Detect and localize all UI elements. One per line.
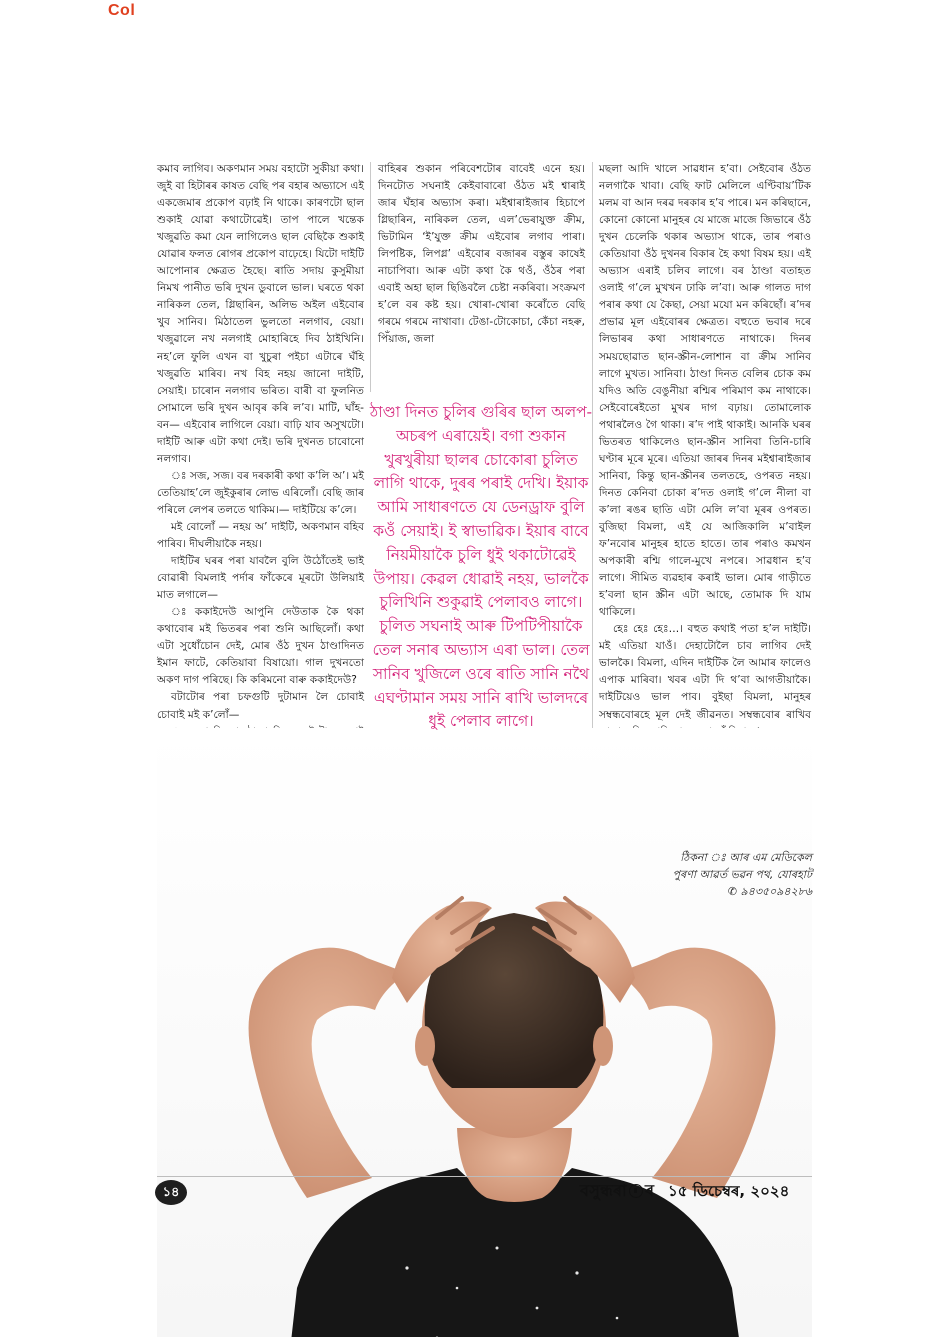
paragraph: কমাব লাগিব। অকণমান সময় বহাটো সুকীয়া কথা। জুই বা হিটাৰৰ কাষত বেছি পৰ বহাৰ অভ্যাসে এই একজেমাৰ প্ৰকোপ বঢ়াই নি থাকে। কাৰণটো ছাল শুকাই যোৱা কথাটোৱেই। তাপ পালে খন্তেক খজুৱতি কমা যেন লাগিলেও ছাল বেছিকৈ শুকাই যোৱাৰ ফলত ৰোগৰ প্ৰকোপ বাঢ়েহে। যিটো দাইটি আপোনাৰ ক্ষেত্ৰত হৈছে। ৰাতি সদায় কুসুমীয়া নিমখ পানীত ভৰি দুখন ডুবালে ভাল। ঘৰতে থকা নাৰিকল তেল, গ্লিছাৰিন, অলিভ অইল এইবোৰ খুব সানিব। মিঠাতেল ভুলতো নলগাব, বেয়া। খজুৱালে নখ নলগাই মোহাৰিহে দিব ঠাইখিনি। নহ’লে ফুলি এখন বা খুচুৰা পইচা এটাৰে ঘঁহি খজুৱতি মাৰিব। নখ বিহ নহয় জানো দাইটি, সেয়াই। চাৰোন নলগাব ভৰিত। বাৰী বা ফুলনিত সোমালে ভৰি দুখন আবৃৰ কৰি ল’ব। মাটি, ঘাঁহ-বন— এইবোৰ লাগিলে বেয়া। বাঢ়ি যাব অসুখটো। দাইটি আৰু এটা কথা দেই। ভৰি দুখনত চাবোনো নলগাব।	[157, 163, 364, 465]
paragraph: বাহিৰৰ শুকান পৰিবেশটোৰ বাবেই এনে হয়। দিনটোত সঘনাই কেইবাবাৰো ওঁঠত মই শ্বাৰাই জাৰ ঘঁহাৰ অভ্যাস কৰা। মইশ্বাৰাইজাৰ হিচাপে গ্লিছাৰিন, নাৰিকল তেল, এল’ভেৰাযুক্ত ক্ৰীম, ভিটামিন ‘ই’যুক্ত ক্ৰীম এইবোৰ লগাব পাৰা। লিপষ্টিক, লিপগ্ল’ এইবোৰ বজাৰৰ বস্তুৰ কাষেই নাচাপিবা। আৰু এটা কথা কৈ থওঁ, ওঁঠৰ পৰা এবাই অহা ছাল ছিঙিবলৈ চেষ্টা নকৰিবা। সংক্ৰমণ হ’লে বৰ কষ্ট হয়। খোৰা-খোৰা কৰোঁতে বেছি গৰমে গৰমে নাখাবা। টেঙা-টোকোচা, কেঁচা নহৰু, পিঁয়াজ, জলা	[378, 163, 585, 346]
paragraph: ঃ ককাইদেউ আপুনি দেউতাক কৈ থকা কথাবোৰ মই ভিতৰৰ পৰা শুনি আছিলোঁ। কথা এটা সুধোঁচোন দেই, মোৰ ওঁঠ দুখন ঠাণ্ডাদিনত ইমান ফাটে, কেতিয়াবা বিষায়ো। গাল দুখনতো অকণ দাগ পৰিছে। কি কৰিমনো বাৰু ককাইদেউ?	[157, 606, 364, 687]
author-address	[600, 849, 812, 901]
paragraph: দাইটিৰ ঘৰৰ পৰা যাবলৈ বুলি উঠোঁতেই ভাই বোৱাৰী বিমলাই পৰ্দাৰ ফাঁকেৰে মূৰটো উলিয়াই মাত লগালে—	[157, 555, 364, 602]
article-column-1	[157, 161, 364, 758]
footer-rule	[157, 1176, 812, 1177]
phone-number: ✆ ৯৪৩৫০৯৪২৮৬	[727, 885, 812, 899]
magazine-name-part: ৰ	[645, 1181, 655, 1200]
page-number: ১৪	[155, 1180, 187, 1205]
paragraph: মছলা আদি খালে সাৱধান হ’বা। সেইবোৰ ওঁঠত নলগাকৈ খাবা। বেছি ফাট মেলিলে এণ্টিবায়’টিক মলম বা আন দৰৱ দৰকাৰ হ’ব পাৰে। মন কৰিছানে, কোনো কোনো মানুহৰ যে মাজে মাজে জিভাৰে ওঁঠ দুখন চেলেকি থকাৰ অভ্যাস থাকে, তাৰ পৰাও কেতিয়াবা ওঁঠ দুখনৰ বিকাৰ হৈ কথা বিষম হয়। এই অভ্যাস এৰাই চলিব লাগে। বৰ ঠাণ্ডা বতাহত ওলাই গ’লে মুখখন ঢাকি ল’বা। আৰু গালত দাগ পৰাৰ কথা যে কৈছা, সেয়া মযো মন কৰিছোঁ। ৰ’দৰ প্ৰভাৱ মূল এইবোৰৰ ক্ষেত্ৰত। বহুতে ভবাৰ দৰে লিভাৰৰ কথা সাধাৰণতে নাথাকে। দিনৰ সময়ছোৱাত ছান-স্ক্ৰীন-লোশান বা ক্ৰীম সানিব লাগে মুখত। সানিবা। ঠাণ্ডা দিনত বেলিৰ চোক কম যদিও অতি বেঙুনীয়া ৰশ্মিৰ পৰিমাণ কম নাথাকে। সেইবোৰেইতো মুখৰ দাগ বঢ়ায়। তোমালোক পথাৰলৈও গৈ থাকা। ৰ’দ পাই থাকাই। আনকি ঘৰৰ ভিতৰত থাকিলেও ছান-স্ক্ৰীন সানিবা তিনি-চাৰি ঘণ্টাৰ মূৰে মূৰে। এতিয়া জাৰৰ দিনৰ মইশ্বাৰাইজাৰ সানিবা, কিন্তু ছান-স্ক্ৰীনৰ তলতহে, ওপৰত নহয়। দিনত কেনিবা চোকা ৰ’দত ওলাই গ’লে নীলা বা ক’লা ৰঙৰ ছাতি এটা মেলি ল’বা মূৰৰ ওপৰত। বুজিছা বিমলা, এই যে আজিকালি ম’বাইল ফ’নবোৰ মানুহৰ হাতে হাতে। তাৰ পৰাও কমখন অপকাৰী ৰশ্মি গালে-মুখে নপৰে। সাৱধান হ’ব লাগে। সীমিত ব্যৱহাৰ কৰাই ভাল। মোৰ গাড়ীতে হ’বলা ছান স্ক্ৰীন এটা আছে, তোমাক দি যাম থাকিলে।	[599, 163, 811, 619]
address-line: পুৰণা আৱৰ্ত ভৱন পথ, যোৰহাট	[672, 868, 812, 882]
paragraph: মই বোলোঁ — নহয় অ’ দাইটি, অকণমান বহিব পাৰিব। দীঘলীয়াকৈ নহয়।	[157, 520, 364, 551]
paragraph: বটাটোৰ পৰা চফগুটি দুটামান লৈ চোবাই চোবাই মই ক’লোঁ—	[157, 691, 364, 721]
article-column-3	[599, 161, 811, 741]
paragraph: ঃ সজ, সজ। বৰ দৰকাৰী কথা ক’লি অ’। মই তেতিয়াহ’লে জুইকুৰাৰ লোভ এৰিলোঁ। বেছি জাৰ পৰিলে লেপৰ তলতে থাকিম।— দাইটিয়ে ক’লে।	[157, 469, 364, 516]
magazine-name-part: বসুন্ধৰা	[580, 1181, 627, 1200]
article-column-2	[378, 161, 585, 349]
issue-date: ১৫ ডিচেম্বৰ, ২০২৪	[668, 1182, 790, 1200]
logo-mark-icon	[629, 1184, 643, 1198]
paragraph: হেঃ হেঃ হেঃ…। বহুত কথাই পতা হ’ল দাইটি। মই এতিয়া যাওঁ। দেহাটোলৈ চাব লাগিব দেই ভালকৈ। বিমলা, এদিন দাইটিক লৈ আমাৰ ফালেও এপাক মাৰিবা। খবৰ এটা দি থ’বা আগতীয়াকৈ। দাইটিয়েও ভাল পাব। বুইছা বিমলা, মানুহৰ সম্বন্ধবোৰহে মূল দেই জীৱনত। সম্বন্ধবোৰ ৰাখিব	[599, 623, 811, 721]
column-divider	[370, 162, 371, 392]
magazine-name	[580, 1178, 654, 1205]
address-line: ঠিকনা ঃ আৰ এম মেডিকেল	[680, 851, 812, 864]
pull-quote: ঠাণ্ডা দিনত চুলিৰ গুৰিৰ ছাল অলপ-অচৰপ এৰায়েই। বগা শুকান খুৰখুৰীয়া ছালৰ চোকোৰা চুলিত লাগি থাকে, দুৰৰ পৰাই দেখি। ইয়াক আমি সাধাৰণতে যে ডেনড্ৰাফ বুলি কওঁ সেয়াই। ই স্বাভাৱিক। ইয়াৰ বাবে নিয়মীয়াকৈ চুলি ধুই থকাটোৱেই উপায়। কেৱল ধোৱাই নহয়, ভালকৈ চুলিখিনি শুকুৱাই পেলাবও লাগে। চুলিত সঘনাই আৰু টিপটিপীয়াকৈ তেল সনাৰ অভ্যাস এৰা ভাল। তেল সানিব খুজিলে ওৰে ৰাতি সানি নথৈ এঘণ্টামান সময় সানি ৰাখি ভালদৰে ধুই পেলাব লাগে।	[369, 403, 593, 731]
man-scratching-head-photo	[157, 728, 812, 1337]
corner-tag: Col	[108, 2, 136, 19]
